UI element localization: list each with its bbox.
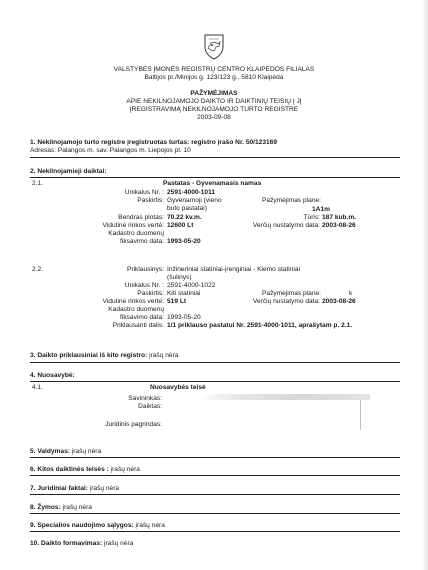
doc-subtitle-2: ĮREGISTRAVIMĄ NEKILNOJAMOJO TURTO REGISTRE <box>129 106 299 113</box>
rinkos-verte-value: 519 Lt <box>167 298 187 305</box>
unikalus-label: Unikalus Nr. : <box>124 282 164 289</box>
section-7-value: įrašų nėra <box>89 485 120 492</box>
priklausinys-value-1: Inžineriniai statiniai-įrenginiai - Kiemo statiniai <box>167 266 301 273</box>
section-10 <box>30 540 133 548</box>
paskirtis-value-1: Gyvenamoji (vieno <box>167 197 222 204</box>
paskirtis-value: Kiti statiniai <box>167 290 201 297</box>
vertes-data-value: 2003-08-26 <box>322 222 356 229</box>
priklausinys-label: Priklausinys: <box>126 266 164 273</box>
section-1-heading: 1. Nekilnojamojo turto registre įregistruotas turtas: registro įrašo Nr. 50/123169 <box>30 139 277 146</box>
dalis-label: Priklausanti dalis: <box>112 322 164 329</box>
redacted-owner <box>200 394 370 400</box>
item-2-2-number: 2.2. <box>32 266 43 273</box>
vertes-data-label: Verčių nustatymo data: <box>252 222 320 229</box>
section-3-heading: 3. Daikto priklausiniai iš kito registro: <box>30 352 148 359</box>
priklausinys-value-2: (šulinys) <box>167 274 192 281</box>
section-8-value: įrašų nėra <box>62 504 92 511</box>
item-2-1-number: 2.1. <box>32 180 43 187</box>
section-10-heading: 10. Daikto formavimas: <box>30 540 103 547</box>
pagrindas-label: Juridinis pagrindas: <box>105 421 162 428</box>
divider <box>30 362 400 363</box>
turis-value: 187 kub.m. <box>322 214 357 221</box>
item-2-1-title: Pastatas - Gyvenamasis namas <box>163 180 262 187</box>
paskirtis-value-2: buto pastatai) <box>167 205 207 212</box>
divider <box>30 494 400 495</box>
doc-subtitle-1: APIE NEKILNOJAMOJO DAIKTO IR DAIKTINIŲ TEISIŲ Į JĮ <box>126 98 302 105</box>
plotas-value: 70.22 kv.m. <box>167 214 202 221</box>
section-7-heading: 7. Juridiniai faktai: <box>30 485 88 492</box>
divider <box>30 531 400 532</box>
section-3-value: įrašų nėra <box>149 352 179 359</box>
org-address: Baltijos pr./Minijos g. 123/123 g., 5810 Klaipėda <box>144 74 284 81</box>
unikalus-label: Unikalus Nr. : <box>124 189 164 196</box>
plane-value: 1A1m <box>312 206 330 213</box>
divider <box>30 157 400 158</box>
savininkas-label: Savininkas: <box>128 395 162 402</box>
vertes-data-label: Verčių nustatymo data: <box>252 298 320 305</box>
item-4-1-title: Nuosavybės teisė <box>150 384 206 391</box>
plane-label: Pažymėjimas plane: <box>262 197 322 204</box>
item-4-1-number: 4.1. <box>32 384 43 391</box>
divider <box>30 177 400 178</box>
section-9 <box>30 522 165 530</box>
unikalus-value: 2591-4000-1011 <box>167 189 216 196</box>
unikalus-value: 2591-4000-1022 <box>167 282 216 289</box>
rinkos-verte-value: 12600 Lt <box>167 222 194 229</box>
doc-title: PAŽYMĖJIMAS <box>190 90 238 97</box>
scan-edge <box>422 0 428 570</box>
divider <box>30 475 400 476</box>
plane-label: Pažymėjimas plane: <box>262 290 322 297</box>
section-5 <box>30 448 101 456</box>
rinkos-verte-label: Vidutinė rinkos vertė: <box>102 298 164 305</box>
section-5-value: įrašų nėra <box>71 448 102 455</box>
section-9-value: įrašų nėra <box>135 522 165 529</box>
kadastro-label-1: Kadastro duomenų <box>108 306 164 313</box>
rinkos-verte-label: Vidutinė rinkos vertė: <box>102 222 164 229</box>
paskirtis-label: Paskirtis: <box>137 197 164 204</box>
divider <box>30 381 400 382</box>
divider <box>30 457 400 458</box>
vertes-data-value: 2003-08-26 <box>322 298 356 305</box>
section-6-value: įrašų nėra <box>110 466 140 473</box>
org-line: VALSTYBĖS ĮMONĖS REGISTRŲ CENTRO KLAIPĖDOS FILIALAS <box>113 66 315 73</box>
kadastro-value: 1993-05-20 <box>167 238 201 245</box>
kadastro-label-2: fiksavimo data: <box>120 314 164 321</box>
dalis-value: 1/1 priklauso pastatui Nr. 2591-4000-1011, aprašytam p. 2.1. <box>167 322 353 329</box>
kadastro-label-1: Kadastro duomenų <box>108 230 164 237</box>
plane-value: k <box>349 290 353 297</box>
coat-of-arms-icon <box>203 34 225 60</box>
section-9-heading: 9. Specialios naudojimo sąlygos: <box>30 522 134 529</box>
kadastro-value: 1993-05-20 <box>167 314 201 321</box>
section-1-address: Adresas: Palangos m. sav. Palangos m. Liepojos pl. 10 <box>30 147 191 154</box>
section-10-value: įrašų nėra <box>104 540 134 547</box>
section-8 <box>30 504 92 512</box>
turis-label: Tūris: <box>303 214 320 221</box>
section-6 <box>30 466 140 474</box>
section-6-heading: 6. Kitos daiktinės teisės : <box>30 466 109 473</box>
daiktas-label: Daiktas: <box>138 403 162 410</box>
doc-date: 2003-09-08 <box>197 114 231 121</box>
section-8-heading: 8. Žymos: <box>30 504 61 511</box>
section-3 <box>30 352 178 360</box>
section-7 <box>30 485 119 493</box>
section-5-heading: 5. Valdymas: <box>30 448 70 455</box>
section-2-heading: 2. Nekilnojamieji daiktai: <box>30 168 107 175</box>
paskirtis-label: Paskirtis: <box>137 290 164 297</box>
kadastro-label-2: fiksavimo data: <box>120 238 164 245</box>
divider <box>30 513 400 514</box>
plotas-label: Bendras plotas: <box>118 214 164 221</box>
scan-mark <box>360 400 361 430</box>
section-4-heading: 4. Nuosavybė: <box>30 372 75 379</box>
